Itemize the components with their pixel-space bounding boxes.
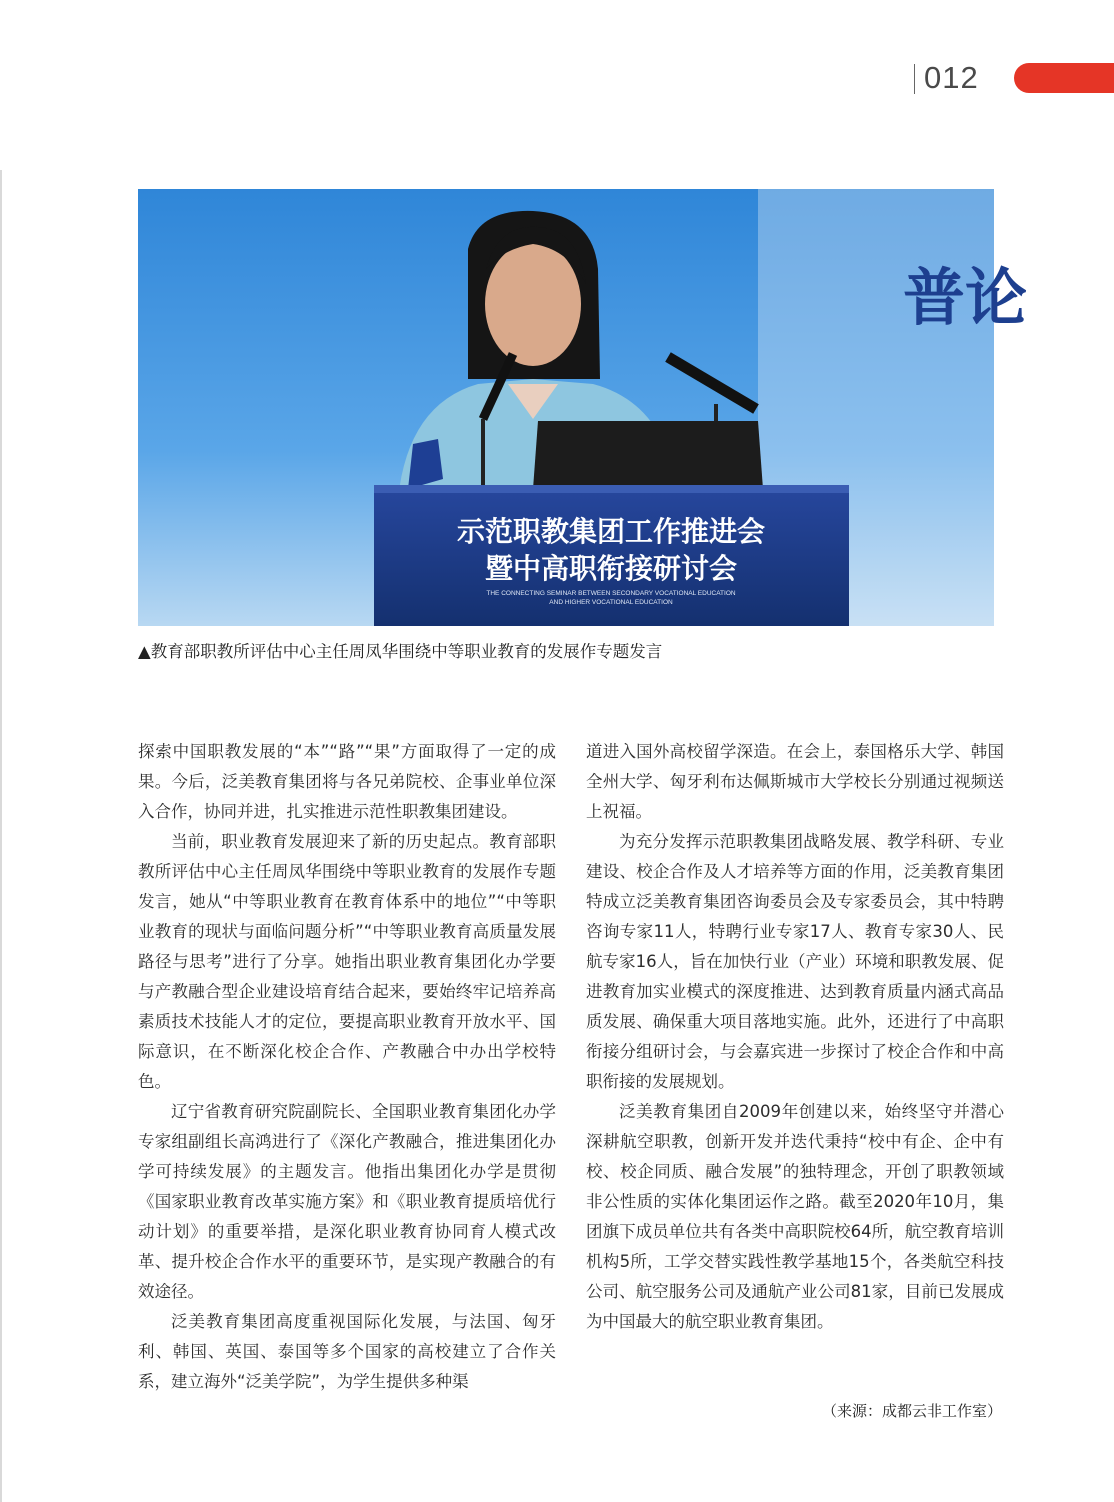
article-paragraph: 道进入国外高校留学深造。在会上，泰国格乐大学、韩国全州大学、匈牙利布达佩斯城市大学校长分别通过视频送上祝福。 [586, 742, 1004, 821]
article-source: （来源：成都云非工作室） [822, 1402, 1003, 1420]
article-paragraph: 为充分发挥示范职教集团战略发展、教学科研、专业建设、校企合作及人才培养等方面的作用，泛美教育集团特成立泛美教育集团咨询委员会及专家委员会，其中特聘咨询专家11人，特聘行业专家17人、教育专家30人、民航专家16人，旨在加快行业（产业）环境和职教发展、促进教育加实业模式的深度推进、达到教育质量内涵式高品质发展、确保重大项目落地实施。此外，还进行了中高职衔接分组研讨会，与会嘉宾进一步探讨了校企合作和中高职衔接的发展规划。 [586, 832, 1004, 1091]
article-paragraph: 泛美教育集团高度重视国际化发展，与法国、匈牙利、韩国、英国、泰国等多个国家的高校建立了合作关系，建立海外“泛美学院”，为学生提供多种渠 [138, 1312, 556, 1391]
article-column-left [138, 737, 556, 1397]
article-paragraph: 辽宁省教育研究院副院长、全国职业教育集团化办学专家组副组长高鸿进行了《深化产教融合，推进集团化办学可持续发展》的主题发言。他指出集团化办学是贯彻《国家职业教育改革实施方案》和《职业教育提质培优行动计划》的重要举措，是深化职业教育协同育人模式改革、提升校企合作水平的重要环节，是实现产教融合的有效途径。 [138, 1102, 556, 1301]
page-number: 012 [924, 60, 979, 95]
podium-subtitle-line1: THE CONNECTING SEMINAR BETWEEN SECONDARY VOCATIONAL EDUCATION [486, 590, 736, 597]
article-paragraph: 泛美教育集团自2009年创建以来，始终坚守并潜心深耕航空职教，创新开发并迭代秉持“校中有企、企中有校、校企同质、融合发展”的独特理念，开创了职教领域非公性质的实体化集团运作之路。截至2020年10月，集团旗下成员单位共有各类中高职院校64所，航空教育培训机构5所，工学交替实践性教学基地15个，各类航空科技公司、航空服务公司及通航产业公司81家，目前已发展成为中国最大的航空职业教育集团。 [586, 1102, 1004, 1331]
podium-title-line2: 暨中高职衔接研讨会 [484, 552, 738, 585]
red-page-tab [1014, 63, 1114, 93]
podium [374, 485, 849, 626]
page-number-divider [914, 64, 915, 94]
article-paragraph: 探索中国职教发展的“本”“路”“果”方面取得了一定的成果。今后，泛美教育集团将与各兄弟院校、企事业单位深入合作，协同并进，扎实推进示范性职教集团建设。 [138, 742, 556, 821]
left-margin-rule [0, 170, 2, 1502]
conference-photo [138, 189, 1028, 626]
photo-caption: ▲教育部职教所评估中心主任周凤华围绕中等职业教育的发展作专题发言 [138, 642, 663, 661]
article-column-right [586, 737, 1004, 1337]
article-paragraph: 当前，职业教育发展迎来了新的历史起点。教育部职教所评估中心主任周凤华围绕中等职业教育的发展作专题发言，她从“中等职业教育在教育体系中的地位”“中等职业教育的现状与面临问题分析”“中等职业教育高质量发展路径与思考”进行了分享。她指出职业教育集团化办学要与产教融合型企业建设培育结合起来，要始终牢记培养高素质技术技能人才的定位，要提高职业教育开放水平、国际意识，在不断深化校企合作、产教融合中办出学校特色。 [138, 832, 556, 1091]
backdrop-text: 普论 [903, 261, 1028, 334]
podium-title-line1: 示范职教集团工作推进会 [456, 515, 766, 548]
podium-subtitle-line2: AND HIGHER VOCATIONAL EDUCATION [549, 599, 673, 606]
